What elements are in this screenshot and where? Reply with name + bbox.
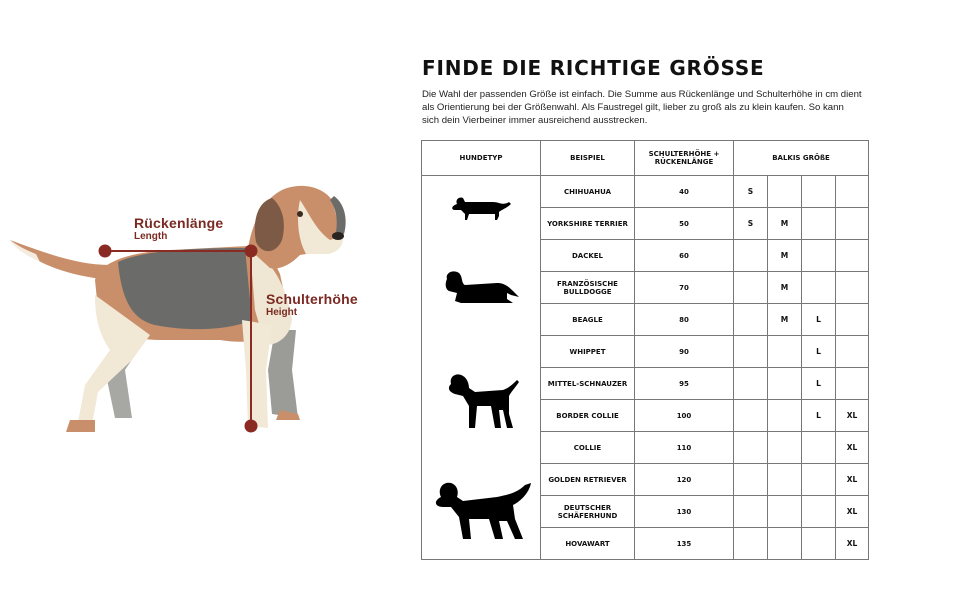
size-xl-cell <box>836 272 869 304</box>
size-m-cell: M <box>768 240 802 272</box>
height-sublabel: Height <box>266 307 298 318</box>
sum-cell: 50 <box>635 208 734 240</box>
shoulder-dot <box>245 245 258 258</box>
size-m-cell <box>768 464 802 496</box>
breed-cell: YORKSHIRE TERRIER <box>541 208 635 240</box>
size-xl-cell: XL <box>836 432 869 464</box>
size-m-cell <box>768 528 802 560</box>
size-l-cell: L <box>802 400 836 432</box>
breed-cell: FRANZÖSISCHE BULLDOGGE <box>541 272 635 304</box>
length-sublabel: Length <box>134 231 168 242</box>
size-xl-cell <box>836 176 869 208</box>
size-s-cell <box>734 528 768 560</box>
size-s-cell: S <box>734 208 768 240</box>
size-m-cell: M <box>768 208 802 240</box>
table-row <box>422 336 869 368</box>
length-label: Rückenlänge <box>134 215 224 231</box>
setter-silhouette <box>422 464 541 560</box>
length-label-group <box>134 215 223 242</box>
size-s-cell <box>734 336 768 368</box>
table-row <box>422 464 869 496</box>
size-m-cell: M <box>768 304 802 336</box>
length-start-dot <box>99 245 112 258</box>
page-title: FINDE DIE RICHTIGE GRÖSSE <box>422 56 765 80</box>
sum-cell: 100 <box>635 400 734 432</box>
size-s-cell <box>734 240 768 272</box>
size-m-cell: M <box>768 272 802 304</box>
table-row <box>422 240 869 272</box>
size-m-cell <box>768 432 802 464</box>
size-l-cell <box>802 432 836 464</box>
size-xl-cell: XL <box>836 400 869 432</box>
breed-cell: BORDER COLLIE <box>541 400 635 432</box>
pointer-silhouette <box>422 336 541 464</box>
size-m-cell <box>768 368 802 400</box>
breed-cell: DEUTSCHER SCHÄFERHUND <box>541 496 635 528</box>
size-xl-cell: XL <box>836 528 869 560</box>
size-xl-cell <box>836 304 869 336</box>
size-xl-cell <box>836 368 869 400</box>
breed-cell: MITTEL-SCHNAUZER <box>541 368 635 400</box>
breed-cell: CHIHUAHUA <box>541 176 635 208</box>
size-l-cell: L <box>802 336 836 368</box>
breed-cell: BEAGLE <box>541 304 635 336</box>
size-l-cell <box>802 208 836 240</box>
header-beispiel: BEISPIEL <box>541 141 635 176</box>
ground-dot <box>245 420 258 433</box>
table-body <box>422 176 869 560</box>
beagle-front-leg-near <box>242 320 272 428</box>
breed-cell: HOVAWART <box>541 528 635 560</box>
size-s-cell <box>734 272 768 304</box>
size-s-cell <box>734 432 768 464</box>
size-s-cell: S <box>734 176 768 208</box>
size-m-cell <box>768 496 802 528</box>
size-l-cell <box>802 272 836 304</box>
size-s-cell <box>734 304 768 336</box>
dog-silhouette-icon <box>441 269 521 307</box>
sum-cell: 120 <box>635 464 734 496</box>
sum-cell: 40 <box>635 176 734 208</box>
size-xl-cell <box>836 336 869 368</box>
beagle-eye <box>297 211 303 217</box>
dachshund-silhouette <box>422 176 541 240</box>
breed-cell: DACKEL <box>541 240 635 272</box>
height-label: Schulterhöhe <box>266 291 358 307</box>
height-label-group <box>266 291 358 318</box>
size-l-cell: L <box>802 368 836 400</box>
size-l-cell <box>802 176 836 208</box>
size-m-cell <box>768 176 802 208</box>
size-s-cell <box>734 400 768 432</box>
sum-cell: 135 <box>635 528 734 560</box>
beagle-nose <box>332 232 344 240</box>
size-l-cell <box>802 528 836 560</box>
size-l-cell <box>802 464 836 496</box>
basset-silhouette <box>422 240 541 336</box>
table-header-row <box>422 141 869 176</box>
size-l-cell <box>802 496 836 528</box>
sum-cell: 130 <box>635 496 734 528</box>
header-hundetyp: HUNDETYP <box>422 141 541 176</box>
beagle-tail <box>10 240 110 280</box>
breed-cell: WHIPPET <box>541 336 635 368</box>
header-summe: SCHULTERHÖHE + RÜCKENLÄNGE <box>635 141 734 176</box>
size-l-cell: L <box>802 304 836 336</box>
size-s-cell <box>734 368 768 400</box>
size-table <box>421 140 869 560</box>
size-xl-cell: XL <box>836 464 869 496</box>
breed-cell: COLLIE <box>541 432 635 464</box>
sum-cell: 95 <box>635 368 734 400</box>
size-xl-cell: XL <box>836 496 869 528</box>
intro-text: Die Wahl der passenden Größe ist einfach. Die Summe aus Rückenlänge und Schulterhöhe in cm dient als Orientierung bei der Größenwahl. Als Faustregel gilt, lieber zu groß als zu klein kaufen. So kann sich dein Vierbeiner immer ausreichend ausstrecken. <box>422 89 862 126</box>
sum-cell: 60 <box>635 240 734 272</box>
size-s-cell <box>734 496 768 528</box>
dog-silhouette-icon <box>441 370 521 430</box>
breed-cell: GOLDEN RETRIEVER <box>541 464 635 496</box>
size-m-cell <box>768 400 802 432</box>
size-s-cell <box>734 464 768 496</box>
sum-cell: 90 <box>635 336 734 368</box>
table-row <box>422 176 869 208</box>
sum-cell: 70 <box>635 272 734 304</box>
dog-silhouette-icon <box>449 192 513 224</box>
size-xl-cell <box>836 240 869 272</box>
size-xl-cell <box>836 208 869 240</box>
size-l-cell <box>802 240 836 272</box>
size-m-cell <box>768 336 802 368</box>
sum-cell: 80 <box>635 304 734 336</box>
sum-cell: 110 <box>635 432 734 464</box>
dog-silhouette-icon <box>427 479 535 543</box>
header-groesse: BALKIS GRÖßE <box>734 141 869 176</box>
